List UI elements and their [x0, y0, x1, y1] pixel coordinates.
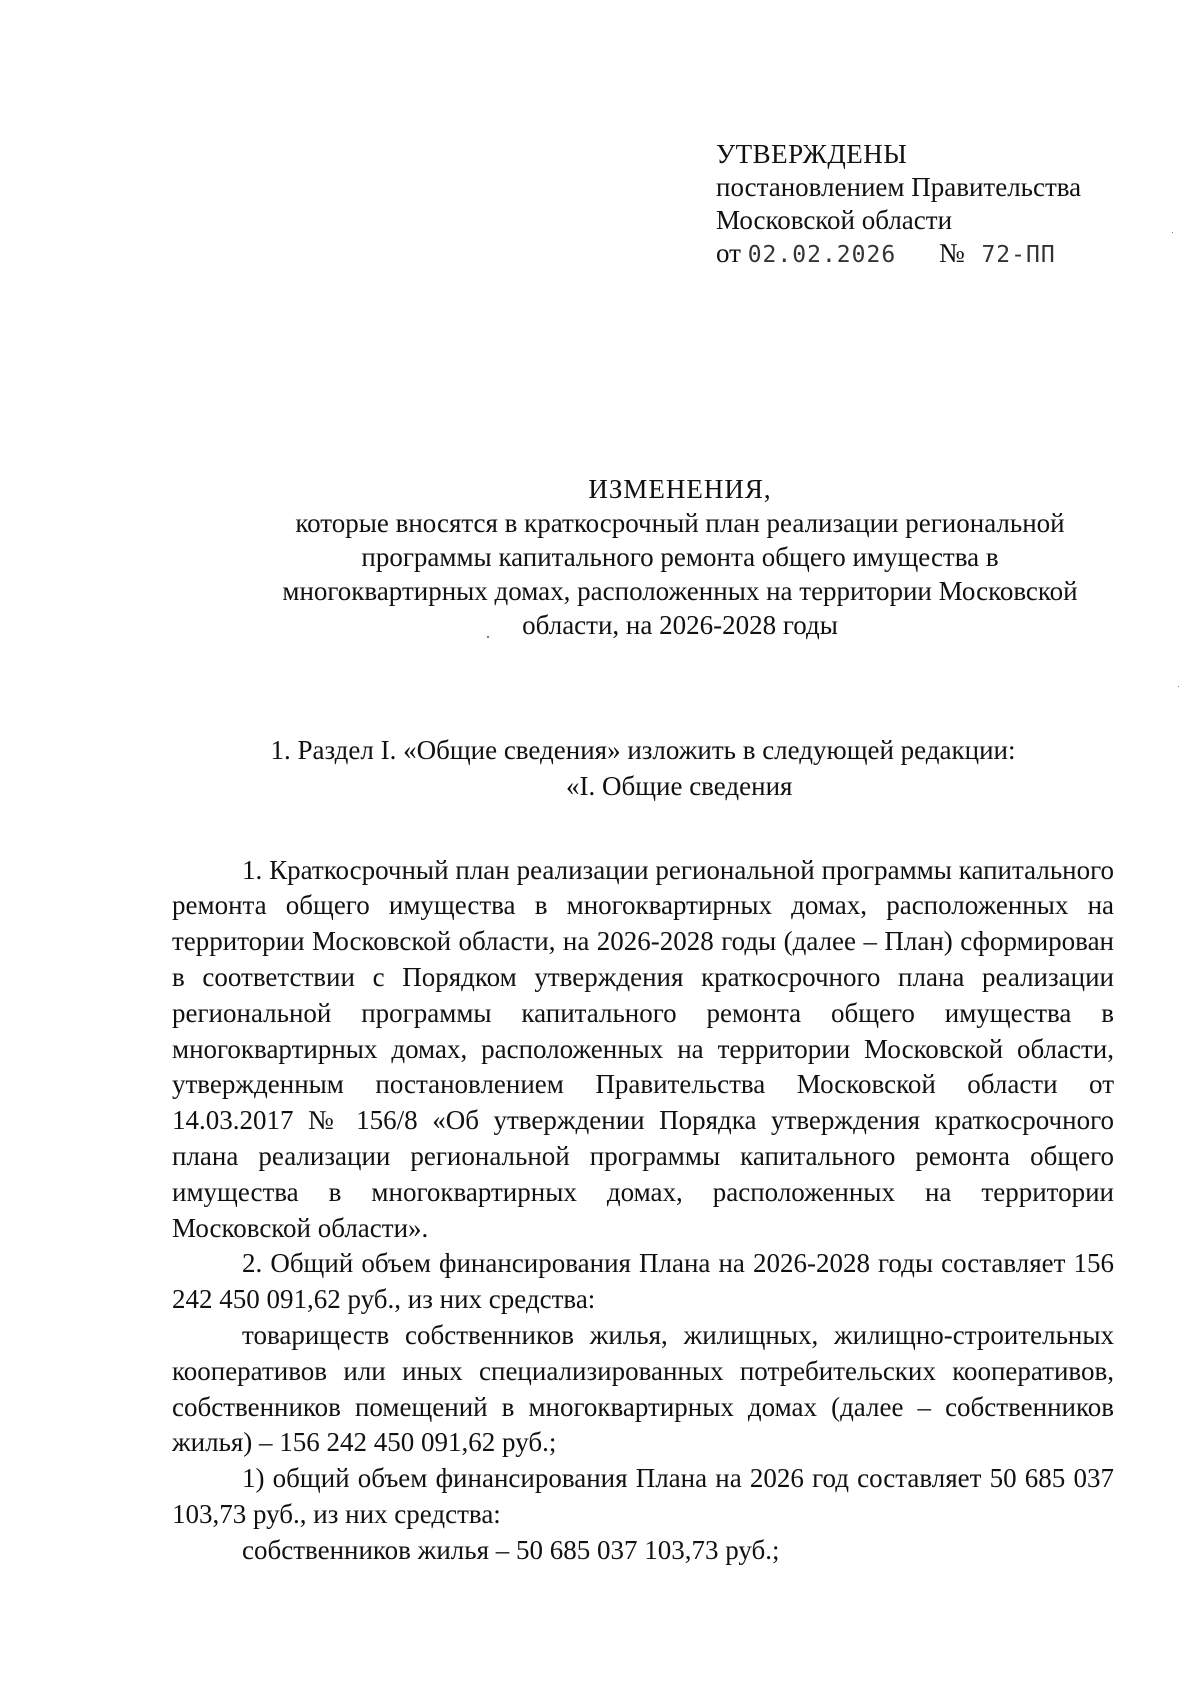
- document-body: [172, 733, 1114, 1569]
- approval-title: УТВЕРЖДЕНЫ: [716, 139, 908, 169]
- paragraph-4: 1) общий объем финансирования Плана на 2026 год составляет 50 685 037 103,73 руб., из них средства:: [172, 1463, 1114, 1529]
- heading-line-1: которые вносятся в краткосрочный план реализации региональной: [295, 508, 1065, 538]
- approval-date-line: [716, 237, 1156, 272]
- intro-paragraph: 1. Раздел I. «Общие сведения» изложить в следующей редакции:: [270, 735, 1016, 765]
- section-title: «I. Общие сведения: [566, 770, 793, 801]
- number-label: №: [938, 238, 965, 268]
- paragraph-5: собственников жилья – 50 685 037 103,73 руб.;: [242, 1534, 780, 1565]
- approval-line-2: Московской области: [716, 205, 953, 235]
- heading-line-3: многоквартирных домах, расположенных на территории Московской: [282, 576, 1078, 606]
- date-prefix: от: [716, 238, 741, 268]
- scan-speck: [1178, 686, 1179, 687]
- scan-speck: [1172, 232, 1173, 233]
- approval-line-1: постановлением Правительства: [716, 172, 1082, 202]
- approval-number: 72-ПП: [981, 242, 1056, 268]
- paragraph-2: 2. Общий объем финансирования Плана на 2026-2028 годы составляет 156 242 450 091,62 руб., из них средства:: [172, 1248, 1114, 1315]
- paragraph-3: товариществ собственников жилья, жилищных, жилищно-строительных кооперативов или иных специализированных потребительских кооперативов, собственников помещений в многоквартирных домах (далее – собственников жилья) – 156 242 450 091,62 руб.;: [172, 1319, 1114, 1458]
- paragraph-1: 1. Краткосрочный план реализации региональной программы капитального ремонта общего имущества в многоквартирных домах, расположенных на территории Московской области, на 2026-2028 годы (далее – План) сформирован в соответствии с Порядком утверждения краткосрочного плана реализации региональной программы капитального ремонта общего имущества в многоквартирных домах, расположенных на территории Московской области, утвержденным постановлением Правительства Московской области от 14.03.2017 № 156/8 «Об утверждении Порядка утверждения краткосрочного плана реализации региональной программы капитального ремонта общего имущества в многоквартирных домах, расположенных на территории Московской области».: [172, 854, 1114, 1243]
- approval-block: [716, 138, 1156, 272]
- document-heading: [170, 472, 1190, 642]
- heading-line-2: программы капитального ремонта общего имущества в: [361, 542, 999, 572]
- scan-speck: [487, 636, 489, 638]
- heading-line-4: области, на 2026-2028 годы: [522, 610, 838, 640]
- approval-date: 02.02.2026: [747, 242, 897, 268]
- heading-title: ИЗМЕНЕНИЯ,: [588, 474, 772, 504]
